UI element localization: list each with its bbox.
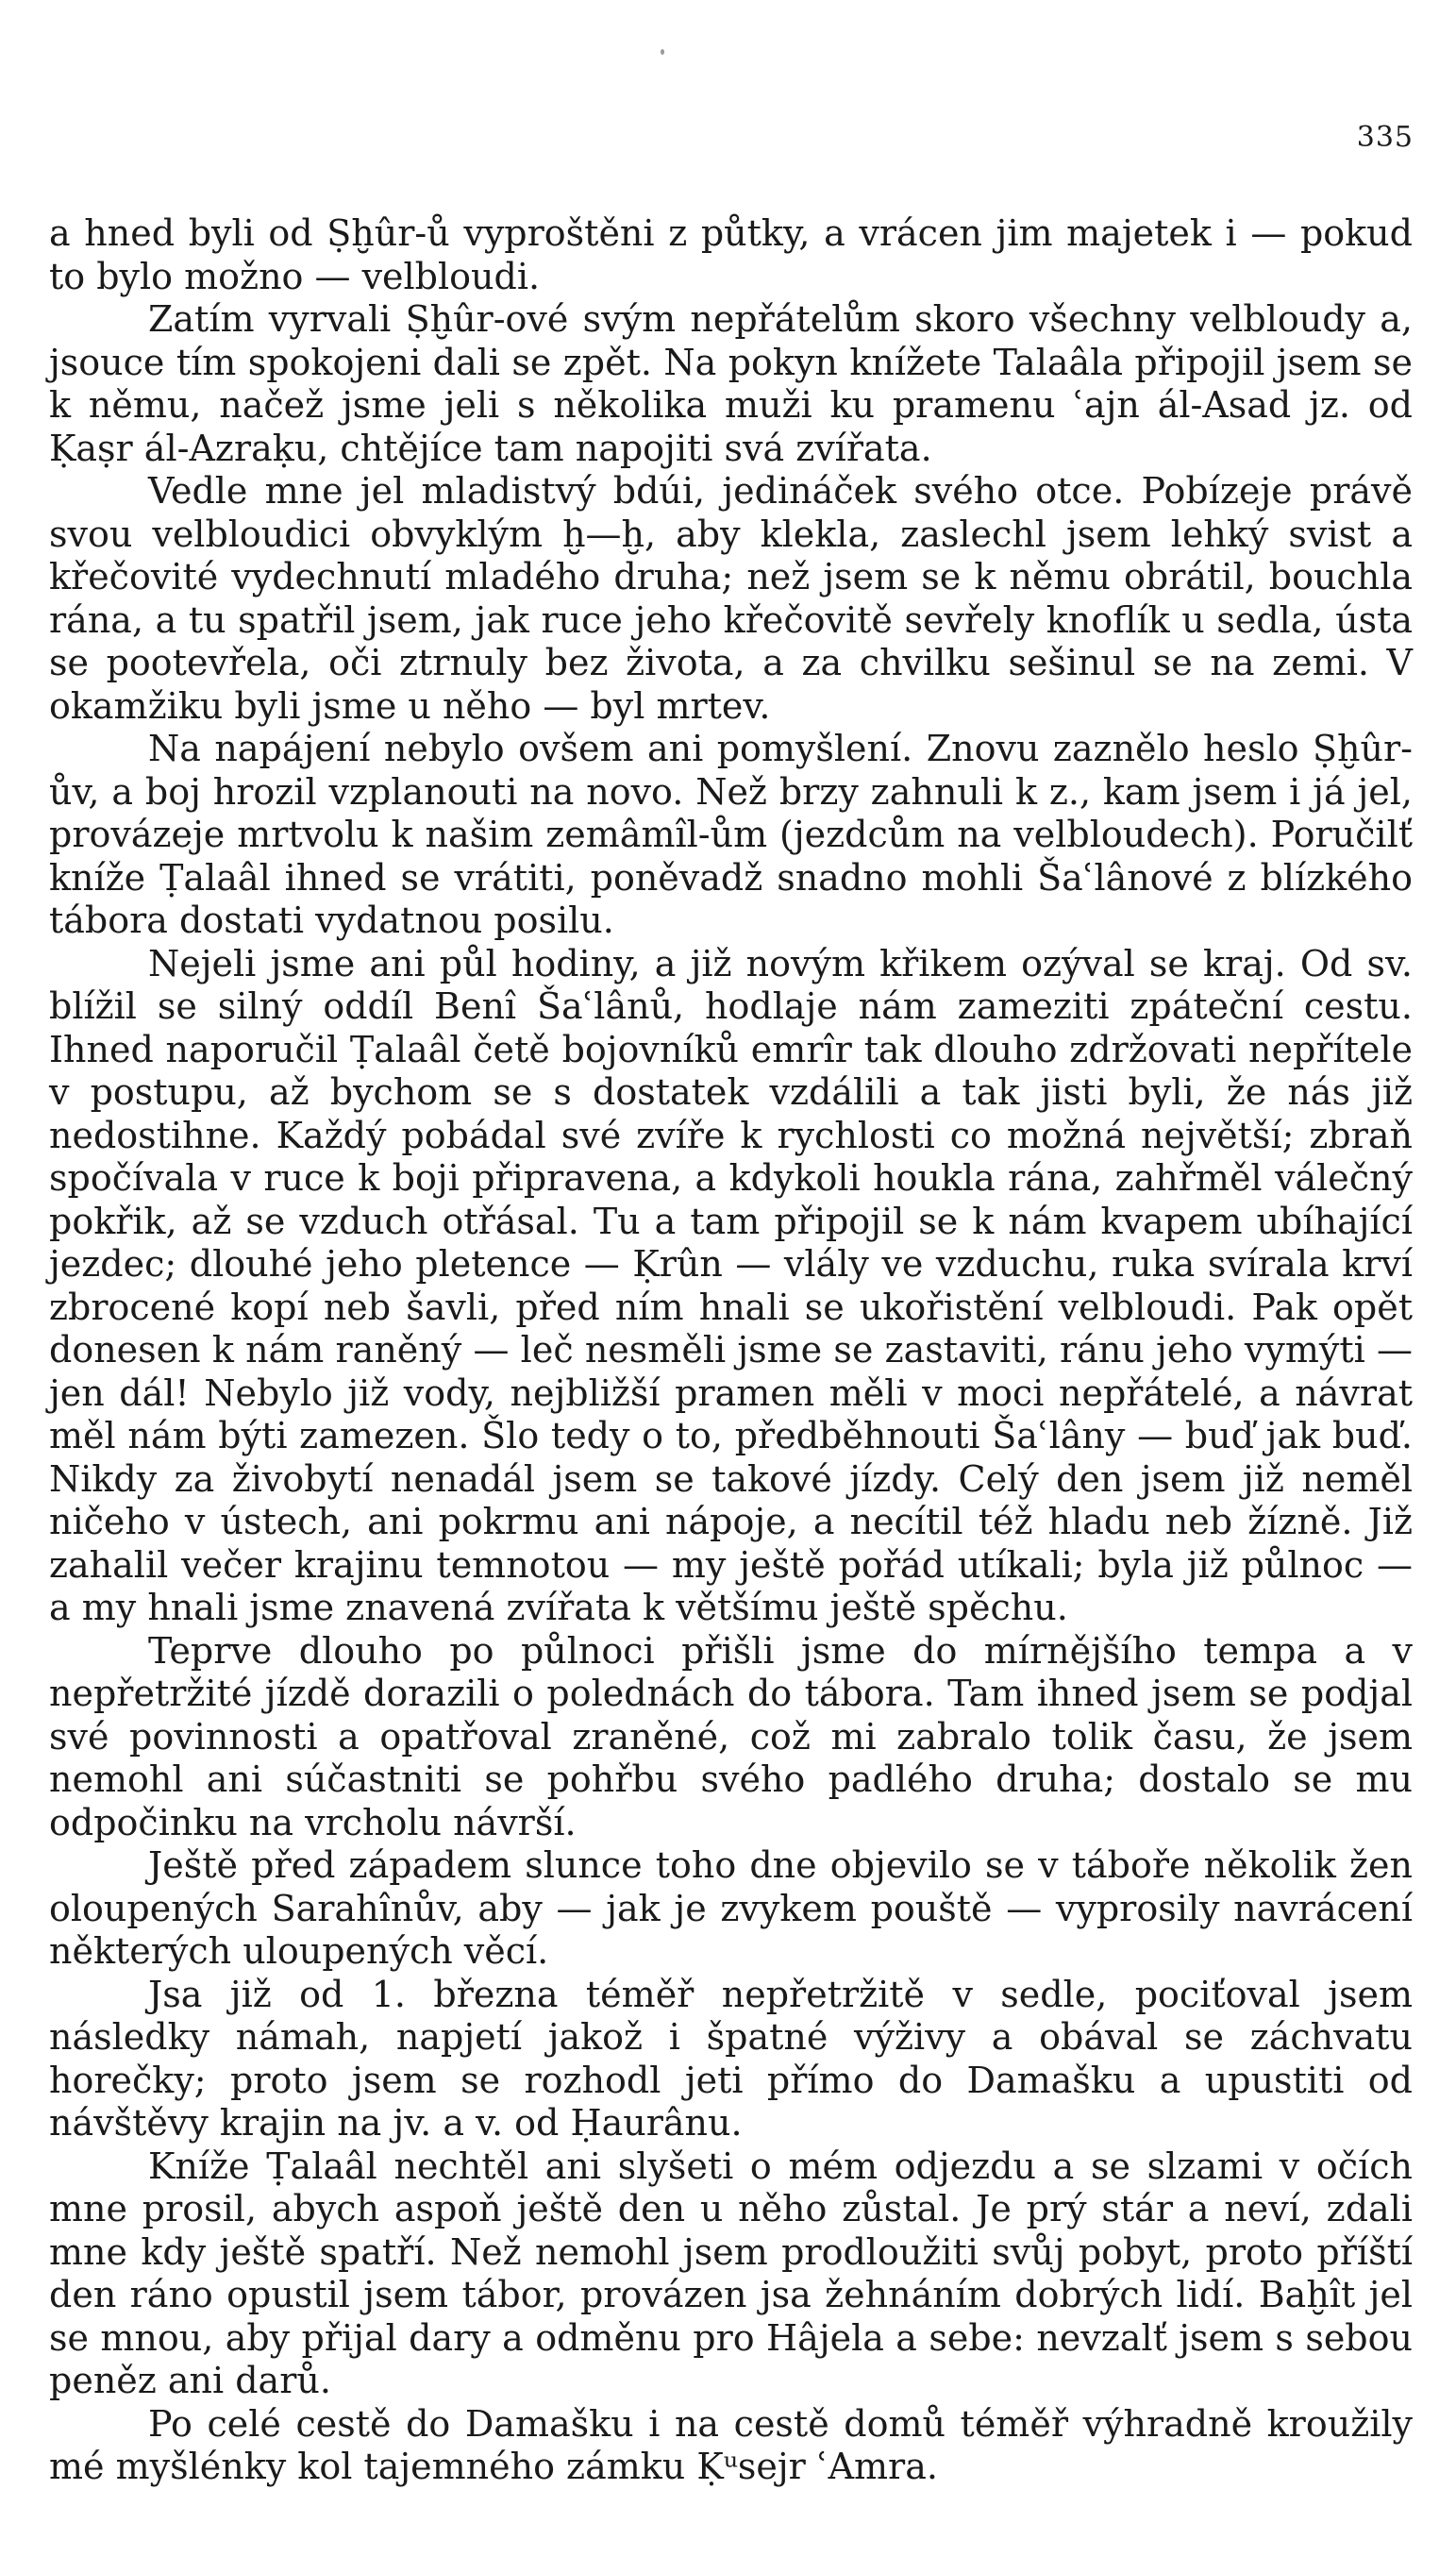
paragraph-10: Po celé cestě do Damašku i na cestě domů téměř výhradně kroužily mé myšlénky kol tajemného zámku Ḳᵘsejr ʿAmra. (49, 2402, 1413, 2487)
paragraph-4: Na napájení nebylo ovšem ani pomyšlení. Znovu zaznělo heslo Ṣḫûr-ův, a boj hrozil vzplanouti na novo. Než brzy zahnuli k z., kam jsem i já jel, provázeje mrtvolu k našim zemâmîl-ům (jezdcům na velbloudech). Poručilť kníže Ṭalaâl ihned se vrátiti, poněvadž snadno mohli Šaʿlânové z blízkého tábora dostati vydatnou posilu. (49, 728, 1413, 941)
body-text (49, 212, 1413, 2489)
page-number: 335 (1356, 121, 1414, 154)
paragraph-5: Nejeli jsme ani půl hodiny, a již novým křikem ozýval se kraj. Od sv. blížil se silný oddíl Benî Šaʿlânů, hodlaje nám zameziti zpáteční cestu. Ihned naporučil Ṭalaâl četě bojovníků emrîr tak dlouho zdržovati nepřítele v postupu, až bychom se s dostatek vzdálili a tak jisti byli, že nás již nedostihne. Každý pobádal své zvíře k rychlosti co možná největší; zbraň spočívala v ruce k boji připravena, a kdykoli houkla rána, zahřměl válečný pokřik, až se vzduch otřásal. Tu a tam připojil se k nám kvapem ubíhající jezdec; dlouhé jeho pletence — Ḳrûn — vlály ve vzduchu, ruka svírala krví zbrocené kopí neb šavli, před ním hnali se ukořistění velbloudi. Pak opět donesen k nám raněný — leč nesměli jsme se zastaviti, ránu jeho vymýti — jen dál! Nebylo již vody, nejbližší pramen měli v moci nepřátelé, a návrat měl nám býti zamezen. Šlo tedy o to, předběhnouti Šaʿlâny — buď jak buď. Nikdy za živobytí nenadál jsem se takové jízdy. Celý den jsem již neměl ničeho v ústech, ani pokrmu ani nápoje, a necítil též hladu neb žízně. Již zahalil večer krajinu temnotou — my ještě pořád utíkali; byla již půlnoc — a my hnali jsme znavená zvířata k většímu ještě spěchu. (49, 942, 1413, 1628)
paragraph-6: Teprve dlouho po půlnoci přišli jsme do mírnějšího tempa a v nepřetržité jízdě dorazili o polednách do tábora. Tam ihned jsem se podjal své povinnosti a opatřoval zraněné, což mi zabralo tolik času, že jsem nemohl ani súčastniti se pohřbu svého padlého druha; dostalo se mu odpočinku na vrcholu návrší. (49, 1629, 1413, 1843)
paragraph-1: a hned byli od Ṣḫûr-ů vyproštěni z půtky, a vrácen jim majetek i — pokud to bylo možno — velbloudi. (49, 212, 1413, 297)
paragraph-7: Ještě před západem slunce toho dne objevilo se v táboře několik žen oloupených Sarahînův, aby — jak je zvykem pouště — vyprosily navrácení některých uloupených věcí. (49, 1844, 1413, 1972)
paragraph-9: Kníže Ṭalaâl nechtěl ani slyšeti o mém odjezdu a se slzami v očích mne prosil, abych aspoň ještě den u něho zůstal. Je prý stár a neví, zdali mne kdy ještě spatří. Než nemohl jsem prodloužiti svůj pobyt, proto příští den ráno opustil jsem tábor, provázen jsa žehnáním dobrých lidí. Baḫît jel se mnou, aby přijal dary a odměnu pro Hâjela a sebe: nevzalť jsem s sebou peněz ani darů. (49, 2145, 1413, 2401)
paragraph-3: Vedle mne jel mladistvý bdúi, jedináček svého otce. Pobízeje právě svou velbloudici obvyklým ḫ—ḫ, aby klekla, zaslechl jsem lehký svist a křečovité vydechnutí mladého druha; než jsem se k němu obrátil, bouchla rána, a tu spatřil jsem, jak ruce jeho křečovitě sevřely knoflík u sedla, ústa se pootevřela, oči ztrnuly bez života, a za chvilku sešinul se na zemi. V okamžiku byli jsme u něho — byl mrtev. (49, 470, 1413, 727)
paragraph-8: Jsa již od 1. března téměř nepřetržitě v sedle, pociťoval jsem následky námah, napjetí jakož i špatné výživy a obával se záchvatu horečky; proto jsem se rozhodl jeti přímo do Damašku a upustiti od návštěvy krajin na jv. a v. od Ḥaurânu. (49, 1973, 1413, 2144)
paragraph-2: Zatím vyrvali Ṣḫûr-ové svým nepřátelům skoro všechny velbloudy a, jsouce tím spokojeni dali se zpět. Na pokyn knížete Talaâla připojil jsem se k němu, načež jsme jeli s několika muži ku pramenu ʿajn ál-Asad jz. od Ḳaṣr ál-Azraḳu, chtějíce tam napojiti svá zvířata. (49, 298, 1413, 469)
print-speck (661, 49, 664, 55)
